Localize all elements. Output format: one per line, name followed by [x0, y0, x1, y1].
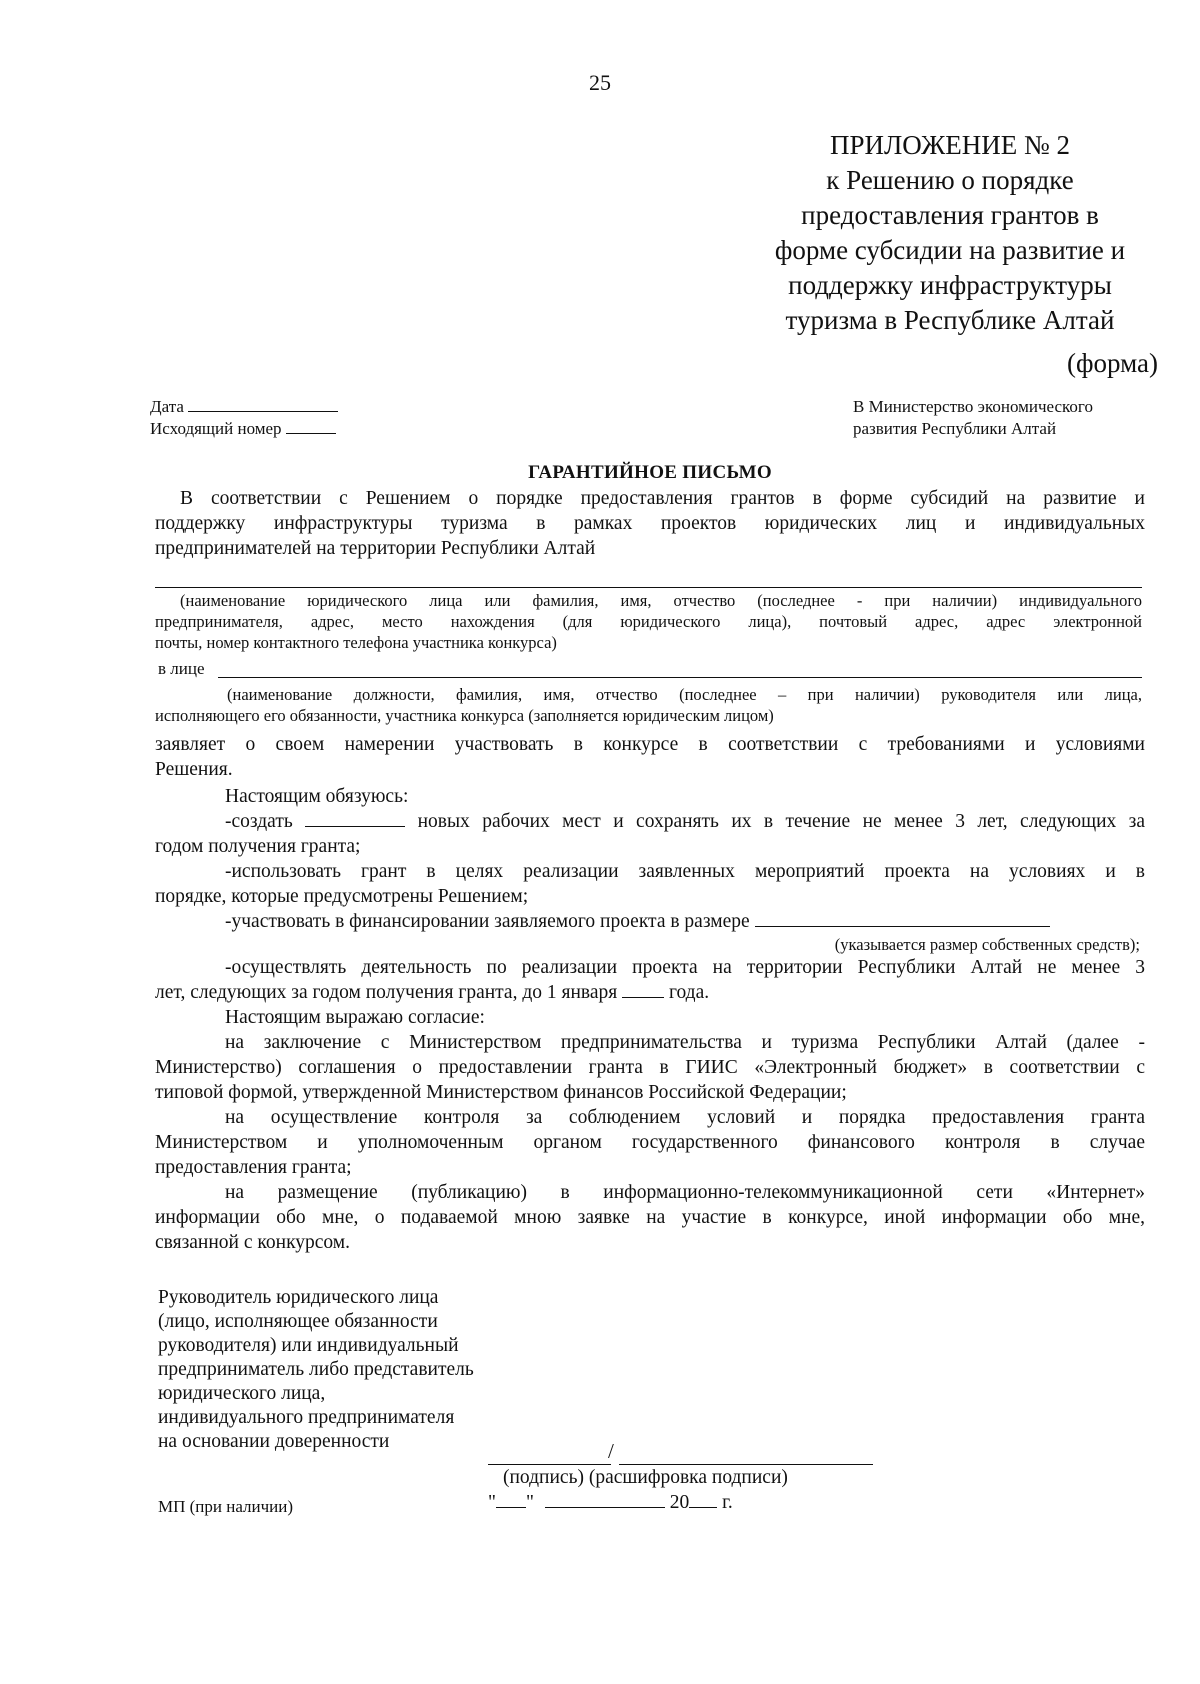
outgoing-number-field [150, 418, 338, 440]
signatory-block [158, 1286, 474, 1454]
consent-2-line: Министерством и уполномоченным органом государственного финансового контроля в случае [155, 1132, 1145, 1153]
document-title: ГАРАНТИЙНОЕ ПИСЬМО [528, 462, 772, 483]
obligations-section [155, 784, 1145, 1255]
appendix-line: ПРИЛОЖЕНИЕ № 2 [829, 130, 1071, 160]
representative-input-line[interactable] [218, 677, 1142, 678]
intro-line: В соответствии с Решением о порядке предоставления грантов в форме субсидий на развитие и [180, 488, 1145, 509]
declaration-line: заявляет о своем намерении участвовать в конкурсе в соответствии с требованиями и условиями [155, 734, 1145, 755]
intro-line: поддержку инфраструктуры туризма в рамках проектов юридических лиц и индивидуальных [155, 513, 1145, 534]
signature-date [488, 1492, 733, 1514]
letter-meta [150, 396, 338, 440]
note-line: почты, номер контактного телефона участника конкурса) [155, 633, 557, 652]
own-funds-input-line[interactable] [755, 926, 1050, 927]
consent-3-line: связанной с конкурсом. [155, 1232, 351, 1253]
obligation-create-line2: годом получения гранта; [155, 836, 361, 857]
year-prefix: 20 [669, 1492, 690, 1513]
addressee-line: В Министерство экономического [853, 397, 1093, 416]
obligation-activity-line1: -осуществлять деятельность по реализации проекта на территории Республики Алтай не менее 3 [225, 957, 1145, 978]
applicant-input-line[interactable] [155, 587, 1142, 588]
quote-open: " [488, 1492, 496, 1513]
stamp-label: МП (при наличии) [158, 1497, 294, 1516]
appendix-heading [740, 128, 1160, 338]
consent-1-line: Министерство) соглашения о предоставлении гранта в ГИИС «Электронный бюджет» в соответствии с [155, 1057, 1145, 1078]
date-field [150, 396, 338, 418]
year-label: г. [722, 1492, 733, 1513]
appendix-line: поддержку инфраструктуры [788, 270, 1112, 300]
consent-2-line: предоставления гранта; [155, 1157, 352, 1178]
note-line: (наименование должности, фамилия, имя, отчество (последнее – при наличии) руководителя или лица, [227, 685, 1142, 704]
obligation-create [155, 809, 1145, 834]
signatory-line: юридического лица, [158, 1383, 326, 1404]
signature-caption: (подпись) (расшифровка подписи) [503, 1467, 788, 1488]
activity-prefix: лет, следующих за годом получения гранта, до 1 января [155, 982, 618, 1003]
create-suffix: новых рабочих мест и сохранять их в течение не менее 3 лет, следующих за [417, 811, 1146, 832]
applicant-note [155, 590, 1142, 653]
obligations-heading: Настоящим обязуюсь: [225, 786, 409, 807]
signatory-line: индивидуального предпринимателя [158, 1407, 455, 1428]
month-input-line[interactable] [545, 1507, 665, 1508]
appendix-line: предоставления грантов в [801, 200, 1099, 230]
intro-line: предпринимателей на территории Республики Алтай [155, 538, 596, 559]
finance-note: (указывается размер собственных средств); [834, 935, 1140, 954]
appendix-line: к Решению о порядке [826, 165, 1074, 195]
intro-paragraph [155, 486, 1145, 561]
addressee-line: развития Республики Алтай [853, 419, 1057, 438]
signature-slash: / [608, 1439, 614, 1463]
activity-suffix: года. [668, 982, 710, 1003]
finance-prefix: -участвовать в финансировании заявляемого проекта в размере [225, 911, 750, 932]
year-input-line[interactable] [622, 997, 664, 998]
date-label: Дата [150, 397, 184, 416]
appendix-line: туризма в Республике Алтай [785, 305, 1115, 335]
year-suffix-input-line[interactable] [689, 1507, 717, 1508]
consent-1-line: типовой формой, утвержденной Министерством финансов Российской Федерации; [155, 1082, 847, 1103]
addressee [853, 396, 1093, 440]
consent-3-line: информации обо мне, о подаваемой мною заявке на участие в конкурсе, иной информации обо мне, [155, 1207, 1145, 1228]
outgoing-number-label: Исходящий номер [150, 419, 282, 438]
date-input-line[interactable] [188, 411, 338, 412]
page-number: 25 [589, 70, 611, 95]
obligation-use-line1: -использовать грант в целях реализации заявленных мероприятий проекта на условиях и в [225, 861, 1145, 882]
consent-heading: Настоящим выражаю согласие: [225, 1007, 485, 1028]
outgoing-number-input-line[interactable] [286, 433, 336, 434]
consent-2-line: на осуществление контроля за соблюдением условий и порядка предоставления гранта [225, 1107, 1145, 1128]
signatory-line: (лицо, исполняющее обязанности [158, 1311, 438, 1332]
appendix-line: форме субсидии на развитие и [774, 235, 1126, 265]
representative-note [155, 684, 1142, 726]
in-person-label: в лице [158, 659, 205, 678]
jobs-count-input-line[interactable] [305, 826, 405, 827]
note-line: (наименование юридического лица или фамилия, имя, отчество (последнее - при наличии) индивидуального [180, 591, 1142, 610]
signatory-line: на основании доверенности [158, 1431, 390, 1452]
obligation-activity-line2 [155, 980, 1145, 1005]
create-prefix: -создать [225, 811, 293, 832]
day-input-line[interactable] [496, 1507, 526, 1508]
quote-close: " [525, 1492, 534, 1513]
declaration-line: Решения. [155, 759, 233, 780]
signatory-line: руководителя) или индивидуальный [158, 1335, 459, 1356]
consent-3-line: на размещение (публикацию) в информационно-телекоммуникационной сети «Интернет» [225, 1182, 1145, 1203]
note-line: предпринимателя, адрес, место нахождения (для юридического лица), почтовый адрес, адрес электронной [155, 612, 1142, 631]
signatory-line: предприниматель либо представитель [158, 1359, 474, 1380]
signature-input-line[interactable] [488, 1464, 611, 1465]
signatory-line: Руководитель юридического лица [158, 1287, 439, 1308]
signature-decoding-input-line[interactable] [619, 1464, 873, 1465]
obligation-finance [155, 909, 1145, 934]
note-line: исполняющего его обязанности, участника конкурса (заполняется юридическим лицом) [155, 706, 774, 725]
obligation-use-line2: порядке, которые предусмотрены Решением; [155, 886, 529, 907]
form-label: (форма) [1067, 348, 1158, 378]
declaration-paragraph [155, 732, 1145, 782]
consent-1-line: на заключение с Министерством предпринимательства и туризма Республики Алтай (далее - [225, 1032, 1145, 1053]
